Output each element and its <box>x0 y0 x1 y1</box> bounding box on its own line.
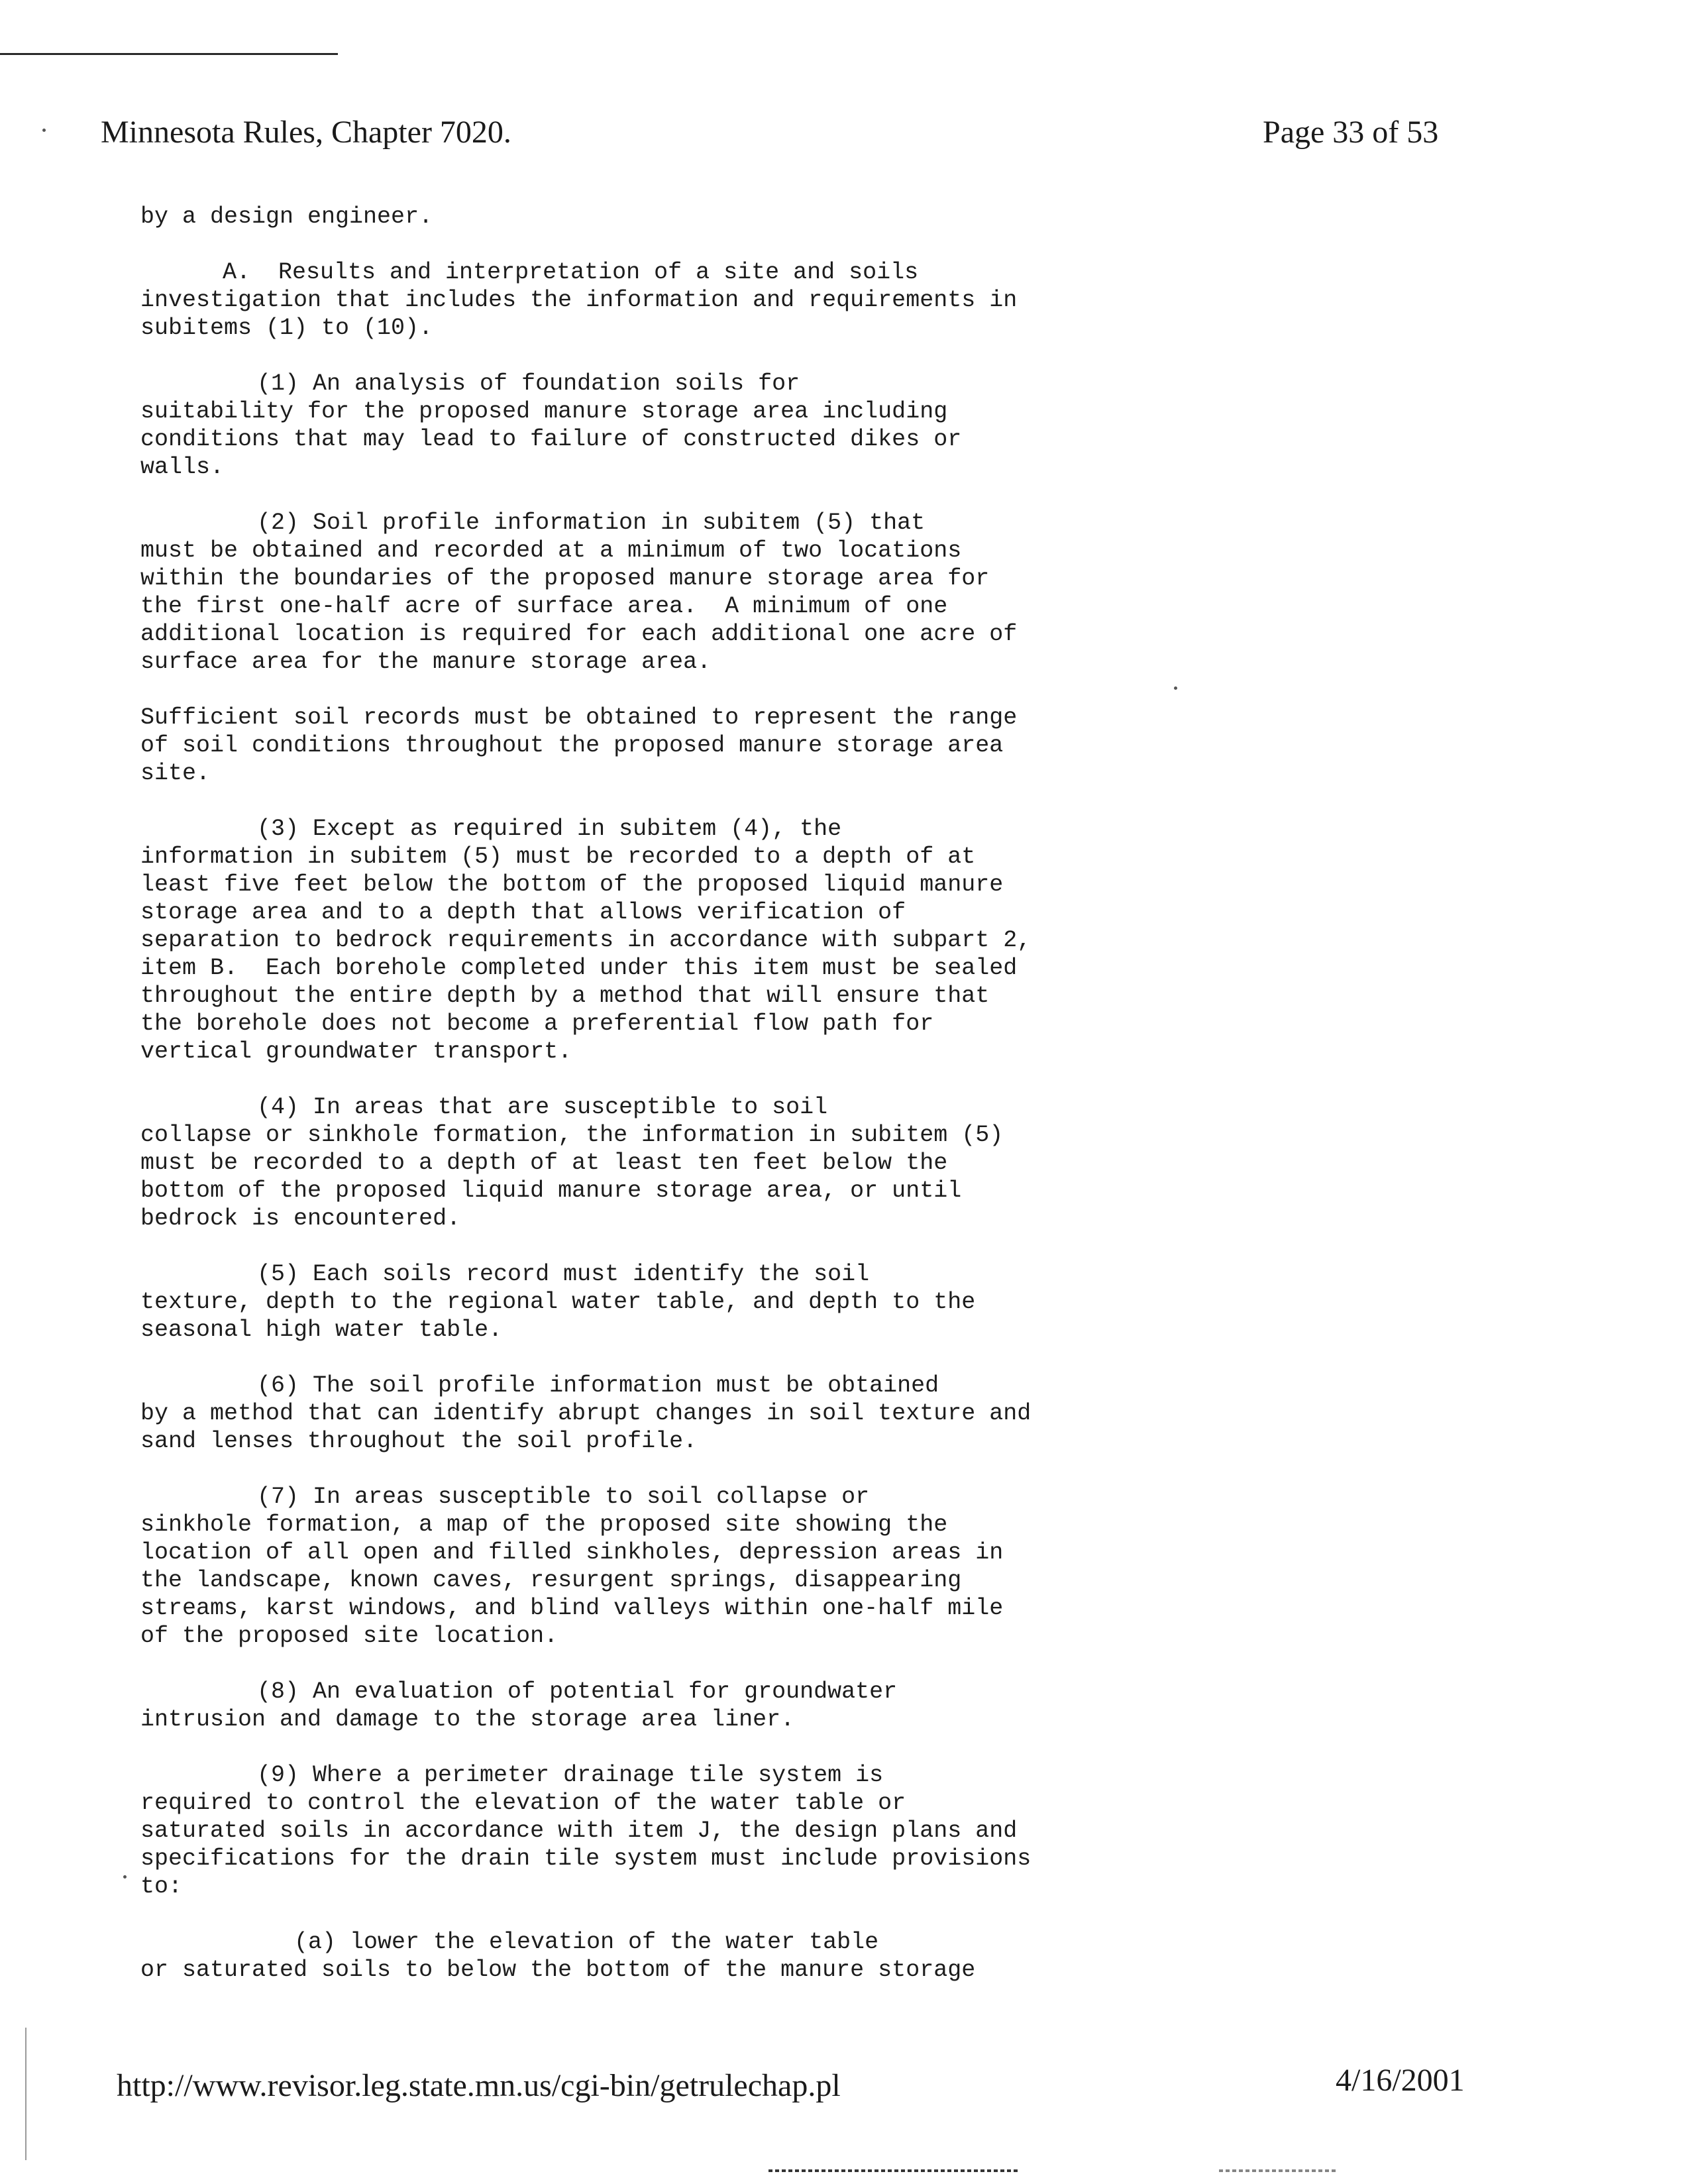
text-line: site. <box>140 760 211 787</box>
text-line: must be obtained and recorded at a minimum of two locations <box>140 537 962 564</box>
text-line: sinkhole formation, a map of the proposed site showing the <box>140 1511 948 1538</box>
text-line: Sufficient soil records must be obtained to represent the range <box>140 704 1018 731</box>
text-line: the landscape, known caves, resurgent springs, disappearing <box>140 1567 962 1594</box>
text-line: A. Results and interpretation of a site and soils <box>223 259 919 286</box>
text-line: surface area for the manure storage area. <box>140 649 712 675</box>
text-line: (7) In areas susceptible to soil collapse or <box>257 1484 870 1510</box>
text-line: or saturated soils to below the bottom of the manure storage <box>140 1957 976 1983</box>
text-line: the first one-half acre of surface area. A minimum of one <box>140 593 948 620</box>
text-line: must be recorded to a depth of at least ten feet below the <box>140 1150 948 1176</box>
text-line: seasonal high water table. <box>140 1317 503 1343</box>
page-header-title: Minnesota Rules, Chapter 7020. <box>101 115 511 150</box>
subitem-1-paragraph <box>140 370 1214 481</box>
text-line: suitability for the proposed manure storage area including <box>140 398 948 425</box>
text-line: by a design engineer. <box>140 203 433 230</box>
source-url: http://www.revisor.leg.state.mn.us/cgi-bin/getrulechap.pl <box>117 2068 841 2103</box>
text-line: saturated soils in accordance with item J, the design plans and <box>140 1818 1018 1844</box>
scan-artifact-bottom-strip-right <box>1219 2169 1338 2172</box>
print-date: 4/16/2001 <box>1336 2063 1465 2098</box>
text-line: sand lenses throughout the soil profile. <box>140 1428 698 1454</box>
text-line: intrusion and damage to the storage area liner. <box>140 1706 795 1733</box>
scan-speck <box>42 129 46 132</box>
text-line: bottom of the proposed liquid manure storage area, or until <box>140 1177 962 1204</box>
text-line: (2) Soil profile information in subitem (5) that <box>257 510 926 536</box>
page-number: Page 33 of 53 <box>1263 115 1439 150</box>
item-a-paragraph <box>140 258 1214 342</box>
text-line: walls. <box>140 454 225 480</box>
subitem-6-paragraph <box>140 1372 1214 1455</box>
text-line: (3) Except as required in subitem (4), the <box>257 816 842 842</box>
text-line: to: <box>140 1873 183 1900</box>
text-line: the borehole does not become a preferential flow path for <box>140 1010 934 1037</box>
text-line: collapse or sinkhole formation, the information in subitem (5) <box>140 1122 1004 1148</box>
text-line: within the boundaries of the proposed manure storage area for <box>140 565 990 592</box>
text-line: specifications for the drain tile system must include provisions <box>140 1845 1032 1872</box>
subitem-7-paragraph <box>140 1483 1214 1650</box>
text-line: (9) Where a perimeter drainage tile system is <box>257 1762 884 1788</box>
text-line: subitems (1) to (10). <box>140 315 433 341</box>
text-line: texture, depth to the regional water table, and depth to the <box>140 1289 976 1315</box>
rule-text-body <box>140 203 1214 2012</box>
text-line: (4) In areas that are susceptible to soil <box>257 1094 828 1120</box>
subitem-4-paragraph <box>140 1093 1214 1232</box>
subitem-8-paragraph <box>140 1678 1214 1733</box>
text-line: separation to bedrock requirements in accordance with subpart 2, <box>140 927 1032 954</box>
subitem-2-paragraph <box>140 509 1214 676</box>
text-line: bedrock is encountered. <box>140 1205 461 1232</box>
scan-artifact-left-edge <box>25 2028 26 2160</box>
unit-a-paragraph <box>140 1928 1214 1984</box>
text-line: required to control the elevation of the water table or <box>140 1790 906 1816</box>
text-line: of the proposed site location. <box>140 1623 558 1649</box>
text-line: investigation that includes the information and requirements in <box>140 287 1018 313</box>
text-line: of soil conditions throughout the proposed manure storage area <box>140 732 1004 759</box>
text-line: throughout the entire depth by a method that will ensure that <box>140 983 990 1009</box>
scan-artifact-bottom-strip <box>768 2169 1020 2172</box>
subitem-2-sufficient-records <box>140 704 1214 787</box>
scan-artifact-top-rule <box>0 53 338 55</box>
text-line: information in subitem (5) must be recorded to a depth of at <box>140 844 976 870</box>
text-line: item B. Each borehole completed under this item must be sealed <box>140 955 1018 981</box>
text-line: storage area and to a depth that allows verification of <box>140 899 906 926</box>
text-line: additional location is required for each additional one acre of <box>140 621 1018 647</box>
subitem-3-paragraph <box>140 815 1214 1065</box>
text-line: conditions that may lead to failure of constructed dikes or <box>140 426 962 453</box>
subitem-5-paragraph <box>140 1260 1214 1344</box>
text-line: by a method that can identify abrupt changes in soil texture and <box>140 1400 1032 1427</box>
text-line: (8) An evaluation of potential for groundwater <box>257 1678 898 1705</box>
paragraph-continuation <box>140 203 1214 231</box>
text-line: location of all open and filled sinkholes, depression areas in <box>140 1539 1004 1566</box>
text-line: (6) The soil profile information must be obtained <box>257 1372 939 1399</box>
text-line: streams, karst windows, and blind valleys within one-half mile <box>140 1595 1004 1621</box>
scan-speck <box>123 1875 127 1879</box>
text-line: least five feet below the bottom of the proposed liquid manure <box>140 871 1004 898</box>
text-line: (1) An analysis of foundation soils for <box>257 370 800 397</box>
text-line: (a) lower the elevation of the water table <box>294 1929 879 1955</box>
text-line: (5) Each soils record must identify the soil <box>257 1261 870 1287</box>
text-line: vertical groundwater transport. <box>140 1038 572 1065</box>
subitem-9-paragraph <box>140 1761 1214 1900</box>
